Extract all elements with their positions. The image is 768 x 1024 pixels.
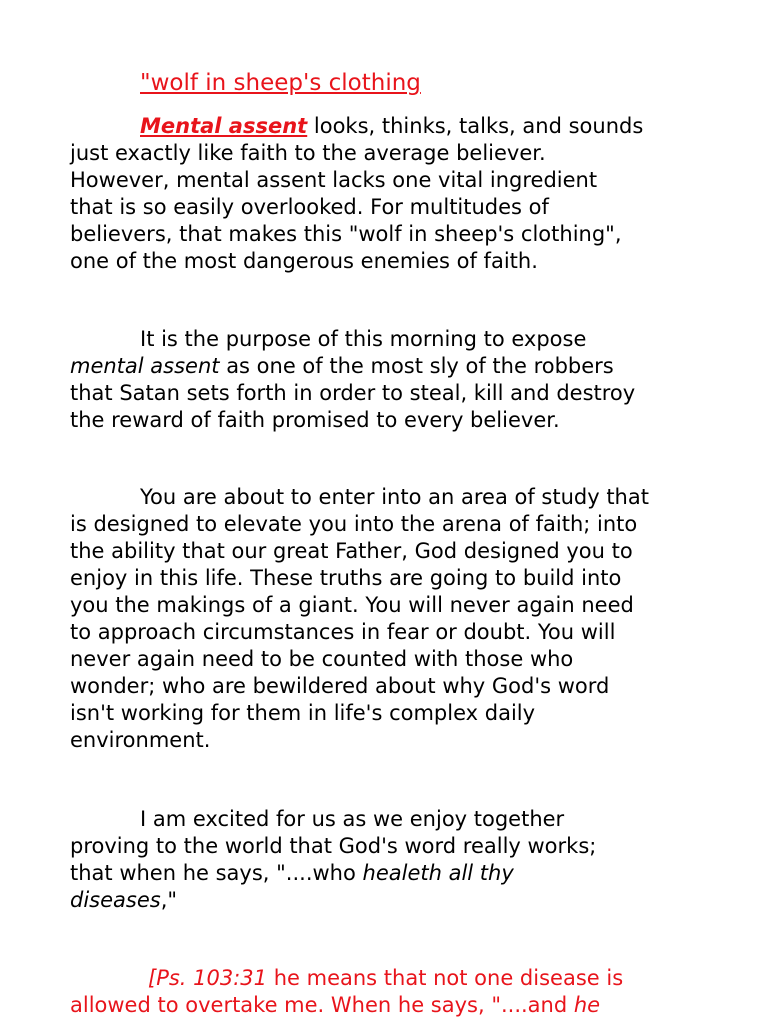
- p2-line-3: that Satan sets forth in order to steal, kill and destroy: [70, 381, 636, 405]
- p3-line-10: environment.: [70, 728, 211, 752]
- p1-line-5: believers, that makes this "wolf in sheep's clothing",: [70, 222, 622, 246]
- p3-line-5: you the makings of a giant. You will never again need: [70, 593, 634, 617]
- p4-line-4-end: ,": [160, 888, 178, 912]
- p3-line-4: enjoy in this life. These truths are going to build into: [70, 566, 622, 590]
- p2-mental-assent: mental assent: [70, 354, 220, 378]
- p3-line-6: to approach circumstances in fear or doubt. You will: [70, 620, 616, 644]
- p4-line-2: proving to the world that God's word really works;: [70, 834, 597, 858]
- scripture-reference: [Ps. 103:31: [148, 966, 268, 990]
- paragraph-3: [70, 484, 710, 754]
- p3-line-2: is designed to elevate you into the arena of faith; into: [70, 512, 638, 536]
- p3-line-3: the ability that our great Father, God designed you to: [70, 539, 633, 563]
- mental-assent-heading: Mental assent: [140, 114, 308, 138]
- p2-line-1: It is the purpose of this morning to expose: [140, 327, 587, 351]
- p4-quote-diseases: diseases: [70, 888, 161, 912]
- p2-line-4: the reward of faith promised to every believer.: [70, 408, 560, 432]
- p5-line-1: he means that not one disease is: [267, 966, 624, 990]
- p3-line-8: wonder; who are bewildered about why God's word: [70, 674, 610, 698]
- p4-line-3: that when he says, "....who: [70, 861, 363, 885]
- p4-quote-healeth: healeth all thy: [362, 861, 514, 885]
- paragraph-1: [70, 113, 710, 275]
- paragraph-2: [70, 326, 710, 434]
- p3-line-9: isn't working for them in life's complex daily: [70, 701, 536, 725]
- p3-line-1: You are about to enter into an area of study that: [140, 485, 649, 509]
- p1-line-6: one of the most dangerous enemies of faith.: [70, 249, 538, 273]
- paragraph-4: [70, 806, 710, 914]
- p1-line-2: just exactly like faith to the average believer.: [70, 141, 546, 165]
- document-title: "wolf in sheep's clothing: [140, 70, 421, 96]
- p5-line-2: allowed to overtake me. When he says, "....and: [70, 993, 574, 1017]
- p2-line-2: as one of the most sly of the robbers: [219, 354, 614, 378]
- p1-line-3: However, mental assent lacks one vital ingredient: [70, 168, 598, 192]
- p5-quote-he: he: [573, 993, 601, 1017]
- p4-line-1: I am excited for us as we enjoy together: [140, 807, 565, 831]
- paragraph-5: [70, 965, 710, 1019]
- p1-line-4: that is so easily overlooked. For multitudes of: [70, 195, 549, 219]
- p3-line-7: never again need to be counted with those who: [70, 647, 574, 671]
- p1-line-1: looks, thinks, talks, and sounds: [307, 114, 644, 138]
